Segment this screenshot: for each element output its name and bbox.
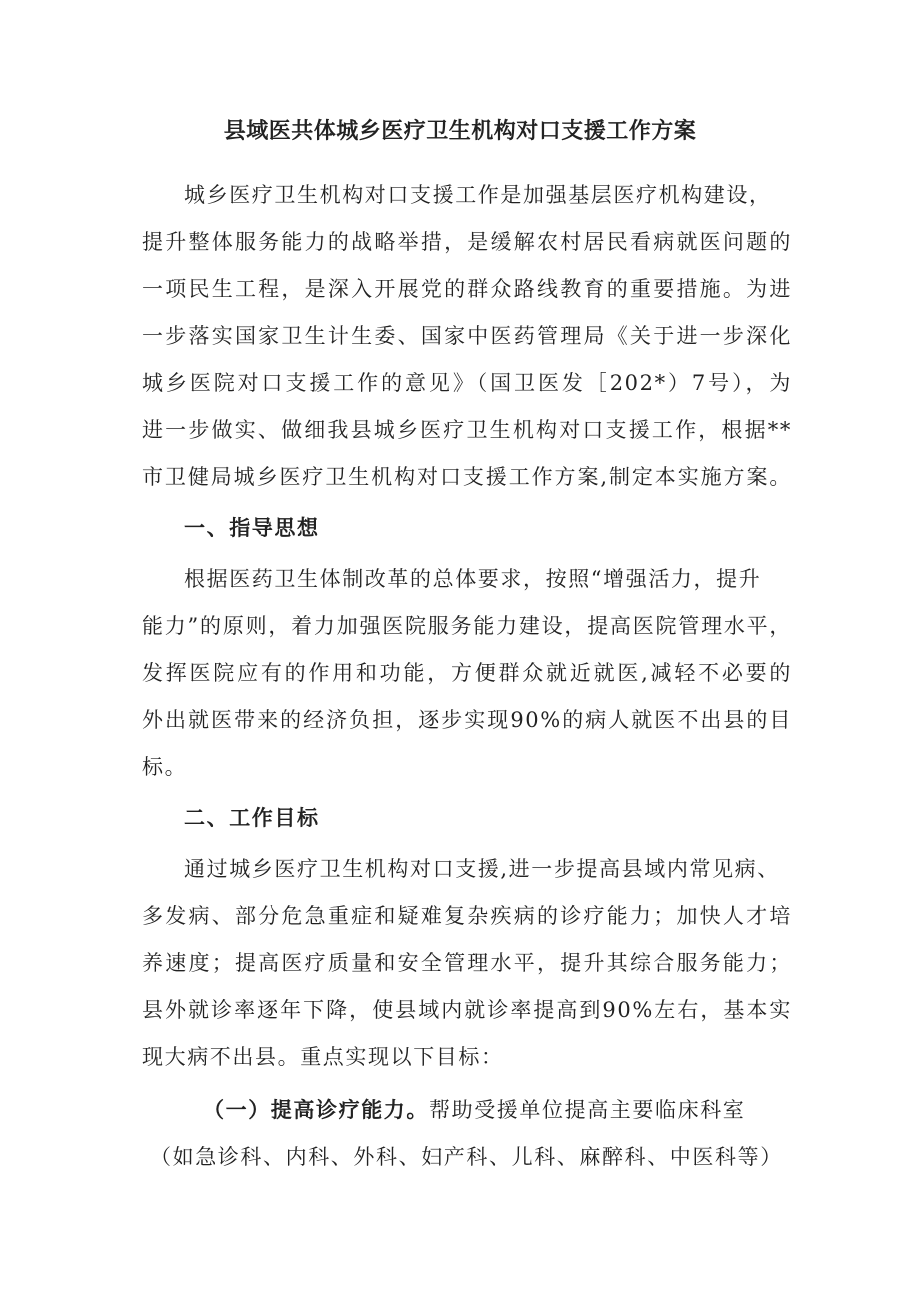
section2-line: 养速度；提高医疗质量和安全管理水平，提升其综合服务能力； [142, 951, 792, 975]
section-heading-work-goals: 二、工作目标 [184, 806, 320, 830]
section1-line: 发挥医院应有的作用和功能，方便群众就近就医,减轻不必要的 [142, 661, 792, 685]
section1-line: 外出就医带来的经济负担，逐步实现90%的病人就医不出县的目 [142, 708, 792, 732]
document-title: 县域医共体城乡医疗卫生机构对口支援工作方案 [223, 119, 697, 144]
intro-line: 进一步做实、做细我县城乡医疗卫生机构对口支援工作，根据** [142, 418, 792, 442]
section2-line: 县外就诊率逐年下降，使县域内就诊率提高到90%左右，基本实 [142, 998, 792, 1022]
intro-line: 城乡医疗卫生机构对口支援工作是加强基层医疗机构建设， [184, 183, 772, 207]
goal-item-1-continuation: （如急诊科、内科、外科、妇产科、儿科、麻醉科、中医科等） [150, 1145, 783, 1169]
intro-line: 提升整体服务能力的战略举措，是缓解农村居民看病就医问题的 [142, 230, 792, 254]
section2-line: 通过城乡医疗卫生机构对口支援,进一步提高县域内常见病、 [184, 857, 780, 881]
section2-line: 多发病、部分危急重症和疑难复杂疾病的诊疗能力；加快人才培 [142, 904, 792, 928]
intro-line: 一步落实国家卫生计生委、国家中医药管理局《关于进一步深化 [142, 324, 792, 348]
section1-line: 能力”的原则，着力加强医院服务能力建设，提高医院管理水平， [142, 614, 792, 638]
section2-line: 现大病不出县。重点实现以下目标： [142, 1045, 504, 1069]
intro-line: 市卫健局城乡医疗卫生机构对口支援工作方案,制定本实施方案。 [142, 465, 792, 489]
intro-line: 一项民生工程，是深入开展党的群众路线教育的重要措施。为进 [142, 277, 792, 301]
goal-item-1-text: 帮助受援单位提高主要临床科室 [429, 1098, 746, 1122]
section1-line: 根据医药卫生体制改革的总体要求，按照“增强活力，提升 [184, 567, 762, 591]
section-heading-guiding-ideology: 一、指导思想 [184, 516, 320, 540]
section1-line: 标。 [142, 755, 188, 779]
intro-line: 城乡医院对口支援工作的意见》（国卫医发［202*）7号），为 [142, 371, 792, 395]
goal-item-1 [203, 1094, 793, 1126]
goal-item-1-lead: （一）提高诊疗能力。 [203, 1098, 429, 1122]
